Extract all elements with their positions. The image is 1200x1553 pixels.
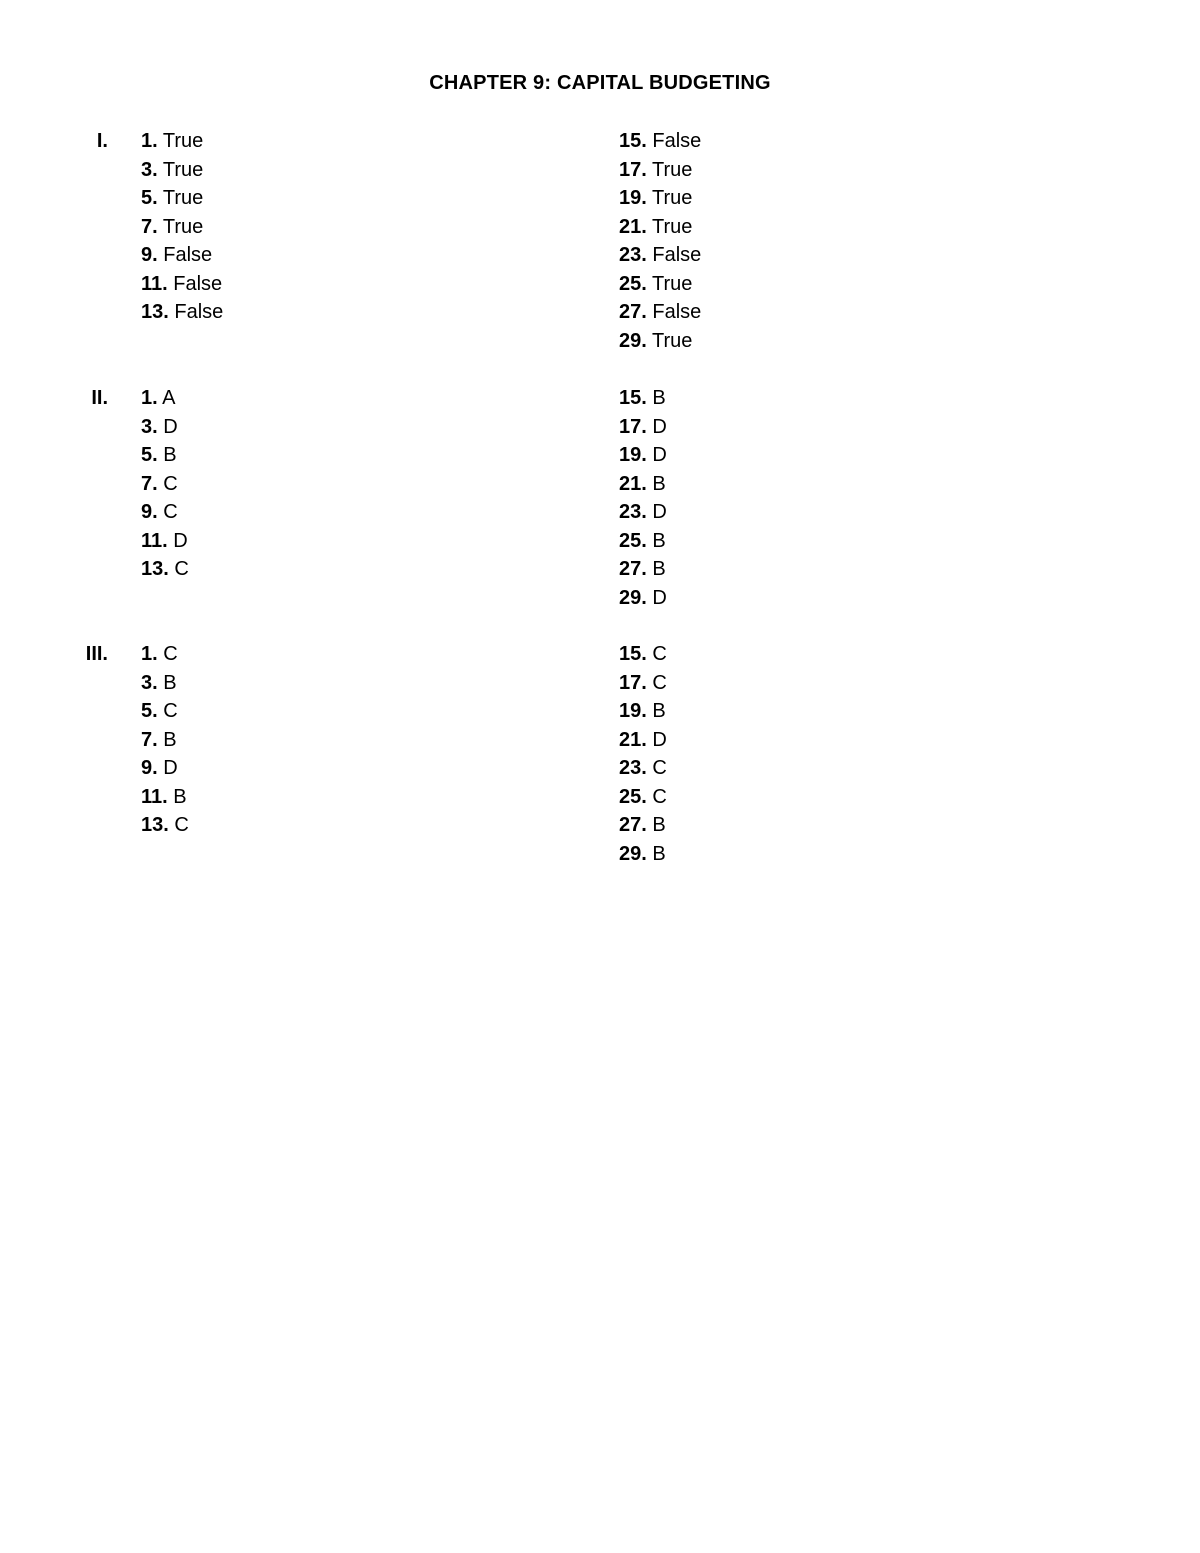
answer-item [141,555,189,584]
answer-item [619,640,667,669]
question-number: 25. [619,785,647,808]
answer-item [141,811,189,840]
answer-value: C [652,643,667,665]
answer-item [619,384,667,413]
answer-item [141,241,223,270]
answer-item [141,669,189,698]
question-number: 13. [141,558,169,580]
question-number: 19. [619,187,647,209]
question-number: 23. [619,501,647,523]
question-number: 15. [619,643,647,665]
question-number: 21. [619,472,647,495]
answer-value: B [652,700,666,722]
answer-value: D [652,501,667,523]
question-number: 21. [619,728,647,751]
answer-item [141,754,189,783]
answer-item [619,754,667,783]
question-number: 17. [619,671,647,694]
question-number: 29. [619,329,647,352]
answer-item [619,298,701,327]
section-label: I. [96,130,108,152]
question-number: 1. [141,643,158,665]
answer-item [141,213,223,242]
answer-item [619,697,667,726]
answer-value: A [162,387,176,409]
answer-value: B [163,444,177,466]
answer-column-left [141,384,189,584]
question-number: 15. [619,387,647,409]
answer-item [619,726,667,755]
answer-value: C [163,472,178,495]
answer-item [141,498,189,527]
question-number: 13. [141,301,169,323]
question-number: 5. [141,700,158,722]
answer-value: True [652,158,693,181]
answer-item [619,584,667,613]
question-number: 29. [619,586,647,609]
answer-item [619,840,667,869]
answer-item [619,811,667,840]
answer-item [141,470,189,499]
answer-value: B [652,387,666,409]
answer-value: B [652,529,666,552]
answer-value: D [173,529,188,552]
question-number: 11. [141,529,168,552]
answer-value: D [652,415,667,438]
answer-item [619,498,667,527]
answer-item [141,298,223,327]
answer-value: B [652,472,666,495]
question-number: 9. [141,501,158,523]
question-number: 3. [141,671,158,694]
answer-item [141,697,189,726]
answer-item [141,413,189,442]
answer-value: D [163,757,178,779]
question-number: 7. [141,215,158,238]
question-number: 3. [141,158,158,181]
answer-value: D [652,728,667,751]
answer-item [619,184,701,213]
answer-value: B [652,558,666,580]
answer-value: C [174,814,189,836]
answer-item [619,413,667,442]
answer-item [141,783,189,812]
answer-item [619,555,667,584]
answer-item [619,327,701,356]
question-number: 13. [141,814,169,836]
question-number: 5. [141,444,158,466]
answer-item [141,726,189,755]
question-number: 29. [619,842,647,865]
question-number: 7. [141,728,158,751]
question-number: 15. [619,130,647,152]
question-number: 27. [619,301,647,323]
answer-item [141,184,223,213]
answer-column-right [619,127,701,355]
question-number: 17. [619,415,647,438]
section-label: III. [85,643,108,665]
answer-value: False [652,130,702,152]
question-number: 25. [619,529,647,552]
answer-value: False [173,272,223,295]
answer-value: C [163,501,178,523]
question-number: 11. [141,272,168,295]
answer-item [141,441,189,470]
answer-value: B [163,671,177,694]
answer-item [141,640,189,669]
question-number: 5. [141,187,158,209]
answer-item [619,669,667,698]
question-number: 9. [141,244,158,266]
answer-value: D [652,586,667,609]
answer-value: True [652,329,693,352]
answer-value: True [652,215,693,238]
answer-value: C [174,558,189,580]
section-label: II. [91,387,108,409]
answer-value: C [652,785,667,808]
answer-value: B [173,785,187,808]
answer-item [141,384,189,413]
answer-item [619,527,667,556]
question-number: 19. [619,700,647,722]
answer-value: False [652,244,702,266]
answer-item [141,156,223,185]
question-number: 3. [141,415,158,438]
answer-value: False [652,301,702,323]
answer-item [619,127,701,156]
question-number: 1. [141,130,158,152]
answer-value: D [163,415,178,438]
question-number: 23. [619,757,647,779]
question-number: 27. [619,814,647,836]
answer-value: True [162,158,204,181]
question-number: 11. [141,785,168,808]
answer-item [141,127,223,156]
answer-value: True [652,272,693,295]
question-number: 23. [619,244,647,266]
answer-value: B [652,842,666,865]
question-number: 19. [619,444,647,466]
answer-value: True [652,187,693,209]
answer-value: B [652,814,666,836]
answer-value: False [174,301,224,323]
answer-value: B [163,728,177,751]
page-title: CHAPTER 9: CAPITAL BUDGETING [429,72,771,94]
answer-value: C [652,757,667,779]
answer-column-left [141,127,223,327]
answer-value: True [162,187,204,209]
answer-value: True [162,130,204,152]
answer-value: C [652,671,667,694]
answer-value: D [652,444,667,466]
answer-column-left [141,640,189,840]
answer-column-right [619,384,667,612]
question-number: 7. [141,472,158,495]
question-number: 17. [619,158,647,181]
question-number: 25. [619,272,647,295]
answer-value: C [163,643,178,665]
answer-item [619,441,667,470]
answer-item [619,783,667,812]
answer-item [619,213,701,242]
question-number: 1. [141,387,158,409]
question-number: 21. [619,215,647,238]
answer-item [619,270,701,299]
question-number: 27. [619,558,647,580]
answer-item [141,527,189,556]
answer-item [141,270,223,299]
answer-column-right [619,640,667,868]
answer-value: C [163,700,178,722]
question-number: 9. [141,757,158,779]
answer-value: False [163,244,213,266]
answer-item [619,470,667,499]
answer-value: True [162,215,204,238]
answer-item [619,156,701,185]
answer-item [619,241,701,270]
